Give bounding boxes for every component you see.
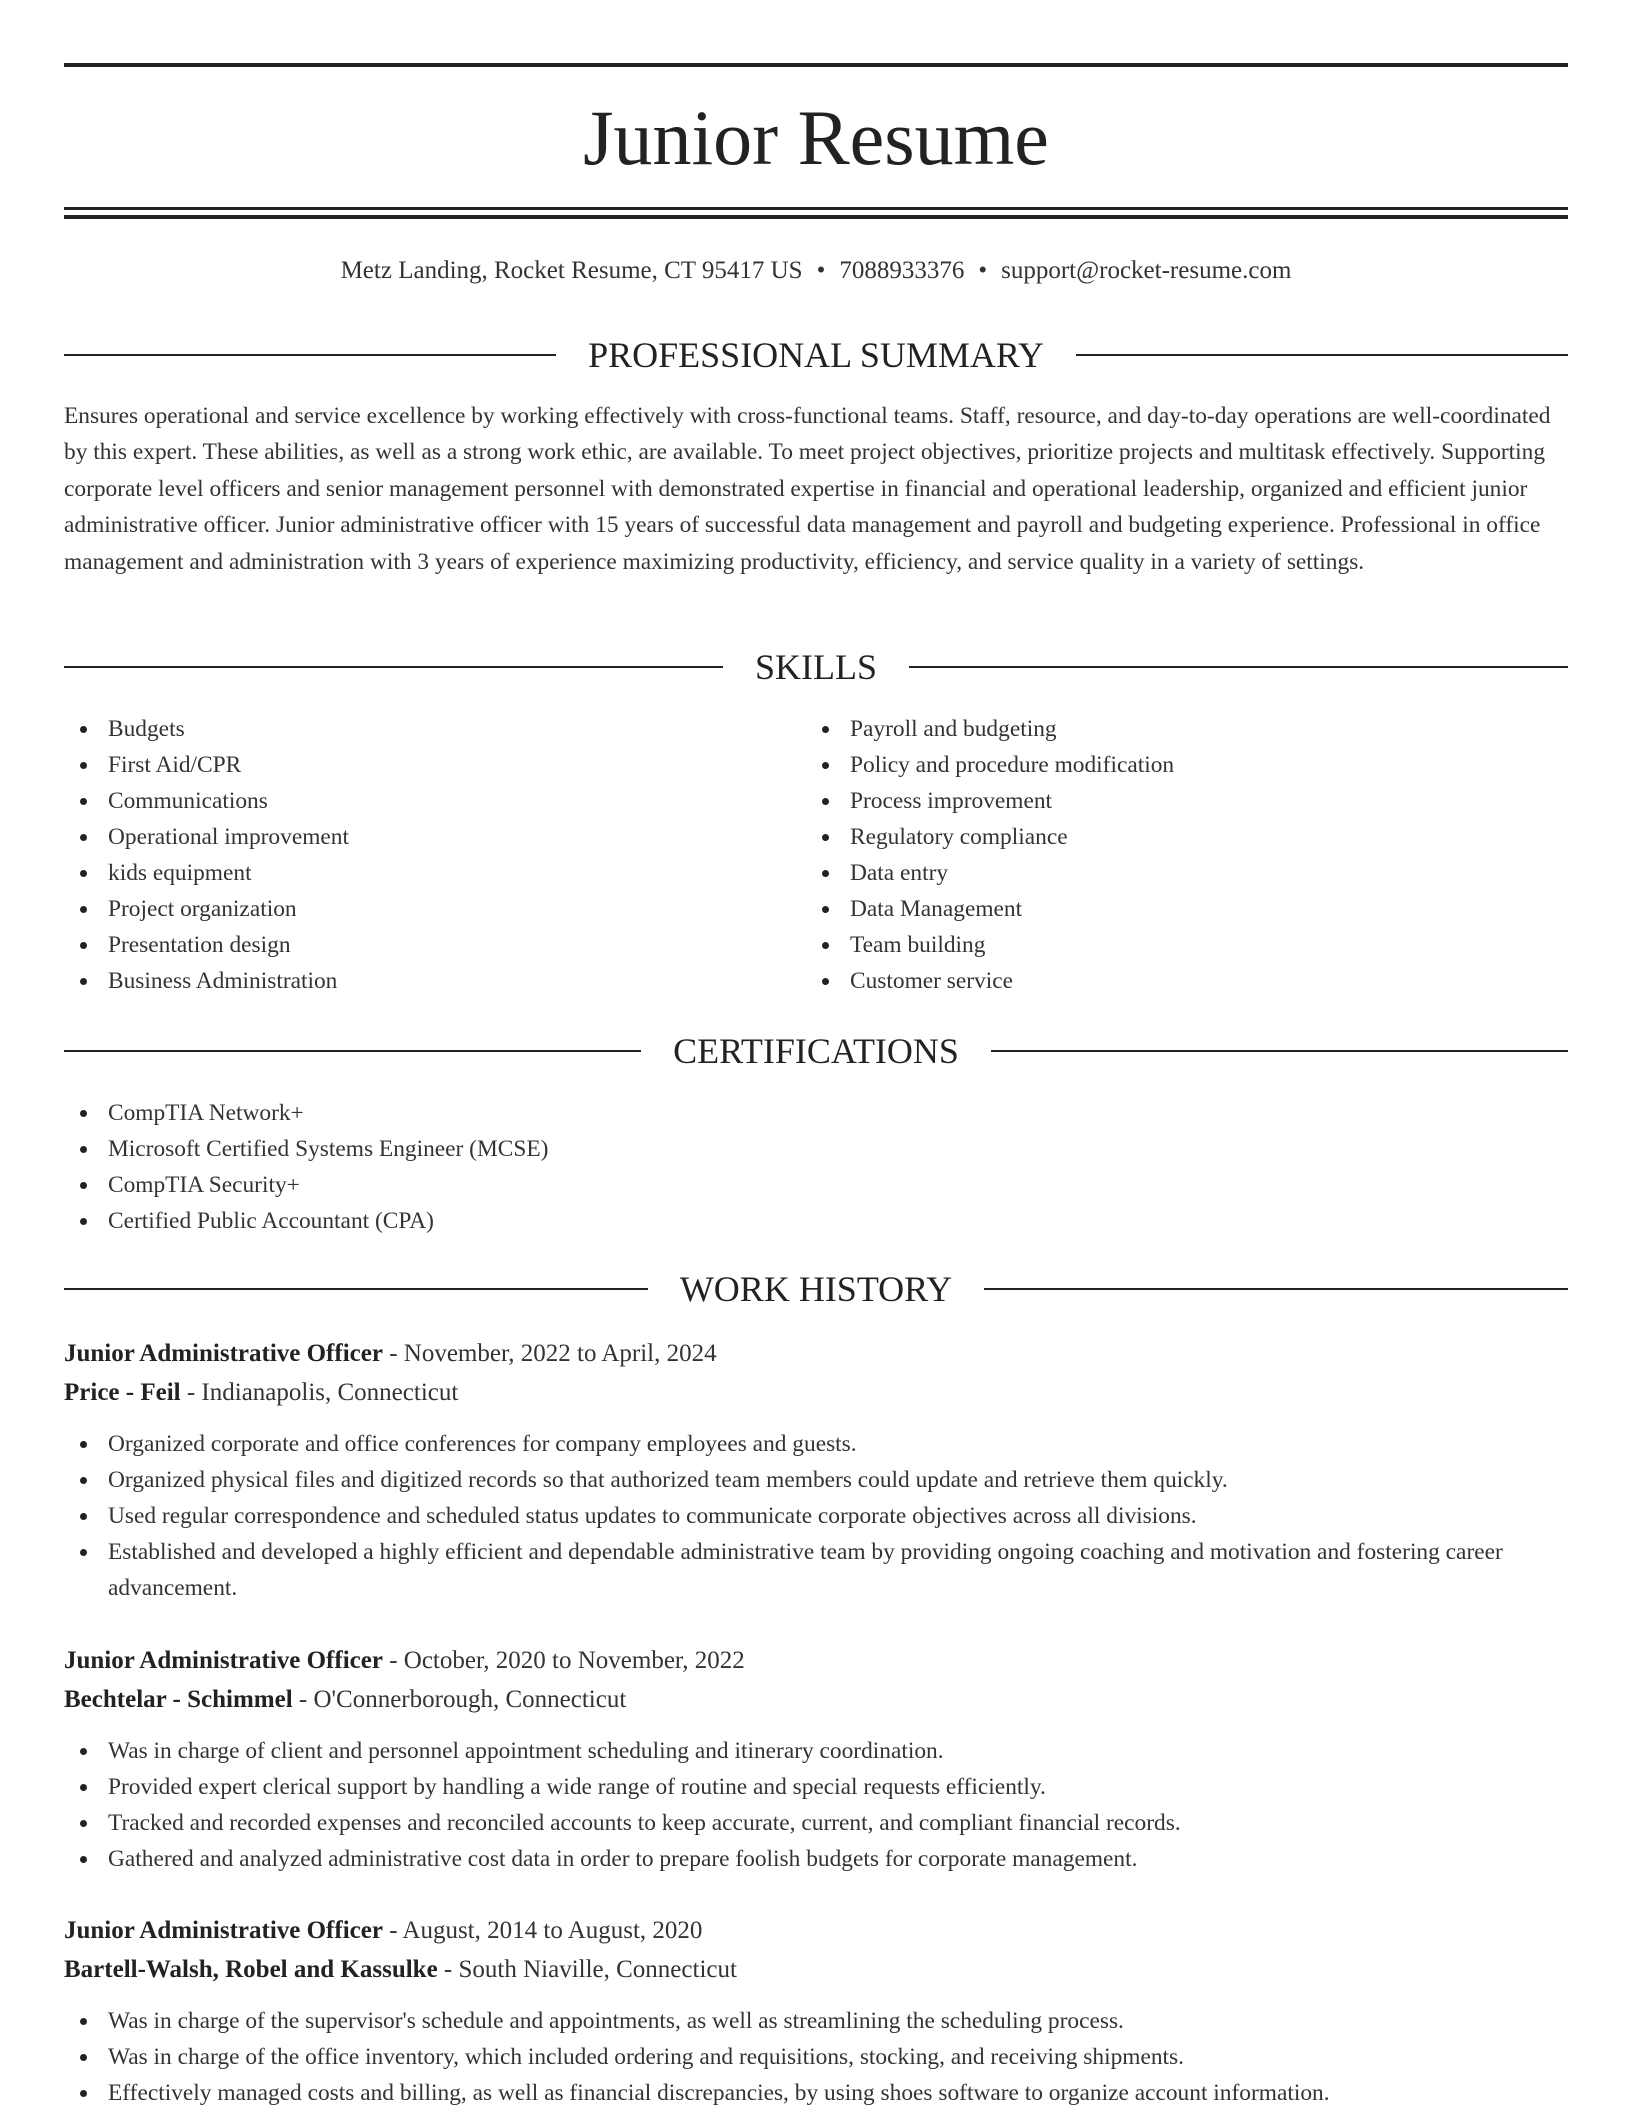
skill-item: Data entry (806, 855, 1566, 891)
job-title: Junior Administrative Officer (64, 1647, 383, 1674)
job-bullet: Provided expert clerical support by handling a wide range of routine and special requests efficiently. (64, 1769, 1568, 1805)
job-location: - South Niaville, Connecticut (437, 1956, 737, 1983)
job-location: - Indianapolis, Connecticut (180, 1379, 459, 1406)
summary-section-header (64, 333, 1568, 377)
job-role-line (64, 1641, 1568, 1680)
job-employer-line (64, 1680, 1568, 1719)
contact-line (64, 254, 1568, 288)
job-bullets (64, 1733, 1568, 1877)
skills-heading: SKILLS (755, 647, 878, 687)
section-rule (64, 1050, 641, 1052)
job-title: Junior Administrative Officer (64, 1340, 383, 1367)
skill-item: Payroll and budgeting (806, 711, 1566, 747)
skill-item: Regulatory compliance (806, 819, 1566, 855)
contact-email: support@rocket-resume.com (1001, 257, 1292, 284)
certification-item: Certified Public Accountant (CPA) (64, 1203, 1568, 1239)
job-location: - O'Connerborough, Connecticut (292, 1686, 627, 1713)
skills-section-header (64, 645, 1568, 689)
job-entry (64, 1334, 1568, 1606)
title-rule-lower (64, 215, 1568, 219)
skill-item: Presentation design (64, 927, 804, 963)
certification-item: CompTIA Security+ (64, 1167, 1568, 1203)
job-bullet: Effectively managed costs and billing, as well as financial discrepancies, by using shoes software to organize account information. (64, 2075, 1568, 2111)
job-role-line (64, 1334, 1568, 1373)
skill-item: Data Management (806, 891, 1566, 927)
skill-item: Customer service (806, 963, 1566, 999)
section-rule (1076, 354, 1568, 356)
contact-phone: 7088933376 (839, 257, 965, 284)
skill-item: Process improvement (806, 783, 1566, 819)
job-bullet: Organized physical files and digitized records so that authorized team members could update and retrieve them quickly. (64, 1462, 1568, 1498)
contact-separator: • (816, 257, 826, 284)
skill-item: Budgets (64, 711, 804, 747)
certification-item: Microsoft Certified Systems Engineer (MCSE) (64, 1131, 1568, 1167)
job-employer: Bartell-Walsh, Robel and Kassulke (64, 1956, 438, 1983)
skills-list-right (806, 711, 1566, 999)
section-rule (64, 666, 723, 668)
skill-item: Policy and procedure modification (806, 747, 1566, 783)
certifications-heading: CERTIFICATIONS (673, 1031, 959, 1071)
job-employer: Price - Feil (64, 1379, 181, 1406)
work-section-header (64, 1267, 1568, 1311)
skill-item: Team building (806, 927, 1566, 963)
job-dates: - October, 2020 to November, 2022 (382, 1647, 745, 1674)
job-dates: - August, 2014 to August, 2020 (382, 1917, 703, 1944)
skill-item: Communications (64, 783, 804, 819)
certifications-list (64, 1095, 1568, 1239)
summary-text: Ensures operational and service excellence by working effectively with cross-functional teams. Staff, resource, and day-to-day operations are well-coordinated by this expert. These abilities, as well as a strong work ethic, are available. To meet project objectives, prioritize projects and multitask effectively. Supporting corporate level officers and senior management personnel with demonstrated expertise in financial and operational leadership, organized and efficient junior administrative officer. Junior administrative officer with 15 years of successful data management and payroll and budgeting experience. Professional in office management and administration with 3 years of experience maximizing productivity, efficiency, and service quality in a variety of settings. (64, 403, 1551, 575)
job-bullets (64, 2003, 1568, 2111)
certifications-section-header (64, 1029, 1568, 1073)
job-bullet: Established and developed a highly efficient and dependable administrative team by providing ongoing coaching and motivation and fostering career advancement. (64, 1534, 1568, 1606)
section-rule (64, 354, 556, 356)
section-rule (991, 1050, 1568, 1052)
job-title: Junior Administrative Officer (64, 1917, 383, 1944)
job-employer: Bechtelar - Schimmel (64, 1686, 293, 1713)
job-bullet: Organized corporate and office conferences for company employees and guests. (64, 1426, 1568, 1462)
section-rule (984, 1288, 1568, 1290)
job-dates: - November, 2022 to April, 2024 (382, 1340, 717, 1367)
skill-item: Project organization (64, 891, 804, 927)
resume-title: Junior Resume (583, 94, 1049, 181)
job-employer-line (64, 1950, 1568, 1989)
job-bullet: Gathered and analyzed administrative cost data in order to prepare foolish budgets for corporate management. (64, 1841, 1568, 1877)
job-bullet: Tracked and recorded expenses and reconciled accounts to keep accurate, current, and compliant financial records. (64, 1805, 1568, 1841)
work-heading: WORK HISTORY (679, 1269, 953, 1309)
top-rule (64, 63, 1568, 67)
job-entry (64, 1911, 1568, 2111)
job-role-line (64, 1911, 1568, 1950)
certification-item: CompTIA Network+ (64, 1095, 1568, 1131)
skill-item: Business Administration (64, 963, 804, 999)
job-bullet: Was in charge of the office inventory, which included ordering and requisitions, stocking, and receiving shipments. (64, 2039, 1568, 2075)
title-rule-upper (64, 207, 1568, 210)
contact-separator: • (978, 257, 988, 284)
contact-address: Metz Landing, Rocket Resume, CT 95417 US (340, 257, 803, 284)
job-entry (64, 1641, 1568, 1877)
section-rule (64, 1288, 648, 1290)
job-bullet: Was in charge of client and personnel appointment scheduling and itinerary coordination. (64, 1733, 1568, 1769)
skills-list-left (64, 711, 804, 999)
section-rule (909, 666, 1568, 668)
job-bullet: Was in charge of the supervisor's schedule and appointments, as well as streamlining the scheduling process. (64, 2003, 1568, 2039)
skill-item: Operational improvement (64, 819, 804, 855)
job-bullets (64, 1426, 1568, 1606)
skill-item: kids equipment (64, 855, 804, 891)
job-bullet: Used regular correspondence and scheduled status updates to communicate corporate objectives across all divisions. (64, 1498, 1568, 1534)
skill-item: First Aid/CPR (64, 747, 804, 783)
job-employer-line (64, 1373, 1568, 1412)
summary-heading: PROFESSIONAL SUMMARY (588, 335, 1044, 375)
